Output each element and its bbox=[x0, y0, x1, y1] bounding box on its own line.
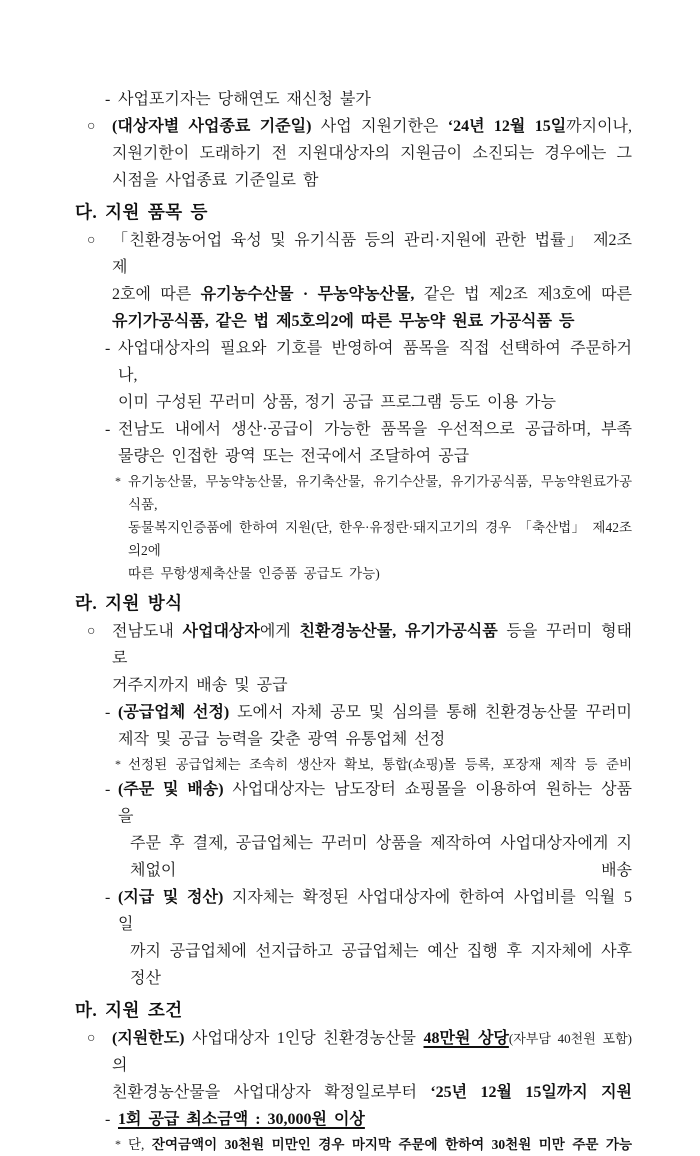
circle-bullet-marker: ○ bbox=[87, 1031, 96, 1046]
text-line bbox=[75, 113, 632, 140]
text-line bbox=[75, 562, 632, 585]
circle-bullet-paragraph bbox=[75, 1025, 632, 1106]
text-segment: 유기가공식품, 같은 법 제5호의2에 따른 무농약 원료 가공식품 등 bbox=[112, 313, 575, 330]
text-line bbox=[75, 227, 632, 281]
text-line bbox=[75, 672, 632, 699]
circle-bullet-marker: ○ bbox=[87, 119, 96, 134]
note-paragraph bbox=[75, 753, 632, 776]
text-segment: 지원기한이 도래하기 전 지원대상자의 지원금이 소진되는 경우에는 그 bbox=[112, 145, 632, 162]
text-segment: 같은 법 제2조 제3호에 따른 bbox=[414, 286, 632, 303]
text-segment: 2호에 따른 bbox=[112, 286, 201, 303]
text-segment: (자부담 40천원 포함) bbox=[508, 1031, 632, 1046]
circle-bullet-paragraph bbox=[75, 618, 632, 699]
text-segment: 선정된 공급업체는 조속히 생산자 확보, 통합(쇼핑)몰 등록, 포장재 제작 등 준비 bbox=[128, 757, 632, 772]
text-line bbox=[75, 197, 632, 227]
dash-bullet-marker: - bbox=[105, 704, 111, 721]
text-segment: ‘25년 12월 15일까지 지원 bbox=[430, 1084, 632, 1101]
text-line bbox=[75, 1079, 632, 1106]
text-segment: 「친환경농어업 육성 및 유기식품 등의 관리·지원에 관한 법률」 제2조 제 bbox=[112, 232, 632, 276]
text-line bbox=[75, 776, 632, 830]
text-segment: 물량은 인접한 광역 또는 전국에서 조달하여 공급 bbox=[118, 448, 470, 465]
text-line bbox=[75, 167, 632, 194]
star-bullet-marker: * bbox=[115, 1137, 121, 1151]
text-line bbox=[75, 281, 632, 308]
dash-bullet-paragraph bbox=[75, 699, 632, 753]
text-segment: 마. 지원 조건 bbox=[75, 1000, 183, 1020]
text-line bbox=[75, 389, 632, 416]
circle-bullet-marker: ○ bbox=[87, 233, 96, 248]
text-line bbox=[75, 335, 632, 389]
text-line bbox=[75, 443, 632, 470]
text-segment: 48만원 상당 bbox=[423, 1030, 509, 1047]
text-segment: 의 bbox=[112, 1057, 128, 1074]
text-segment: 제작 및 공급 능력을 갖춘 광역 유통업체 선정 bbox=[118, 731, 446, 748]
circle-bullet-marker: ○ bbox=[87, 624, 96, 639]
dash-bullet-paragraph bbox=[75, 1106, 632, 1133]
text-line bbox=[75, 140, 632, 167]
section-heading bbox=[75, 588, 632, 618]
text-segment: 사업포기자는 당해연도 재신청 불가 bbox=[118, 91, 371, 108]
text-segment: (대상자별 사업종료 기준일) bbox=[112, 118, 312, 135]
text-segment: 지자체는 확정된 사업대상자에 한하여 사업비를 익월 5일 bbox=[118, 889, 632, 933]
text-segment: 주문 후 결제, 공급업체는 꾸러미 상품을 제작하여 사업대상자에게 지체없이 배송 bbox=[130, 835, 632, 879]
text-segment: 도에서 자체 공모 및 심의를 통해 친환경농산물 꾸러미 bbox=[229, 704, 632, 721]
text-segment: 다. 지원 품목 등 bbox=[75, 202, 208, 222]
text-segment: 사업대상자는 남도장터 쇼핑몰을 이용하여 원하는 상품을 bbox=[118, 781, 632, 825]
text-segment: 따른 무항생제축산물 인증품 공급도 가능) bbox=[128, 566, 380, 581]
text-segment: 까지이나, bbox=[566, 118, 632, 135]
text-segment: 친환경농산물을 사업대상자 확정일로부터 bbox=[112, 1084, 431, 1101]
dash-bullet-paragraph bbox=[75, 884, 632, 992]
dash-bullet-marker: - bbox=[105, 889, 111, 906]
text-line bbox=[75, 995, 632, 1025]
dash-bullet-marker: - bbox=[105, 91, 111, 108]
text-segment: 1회 공급 최소금액 : 30,000원 이상 bbox=[118, 1111, 365, 1128]
text-line bbox=[75, 308, 632, 335]
text-segment: (지원한도) bbox=[112, 1030, 185, 1047]
text-line bbox=[75, 1133, 632, 1156]
document-body bbox=[75, 86, 632, 1156]
text-segment: 사업대상자 bbox=[182, 623, 260, 640]
text-line bbox=[75, 588, 632, 618]
text-line bbox=[75, 416, 632, 443]
text-line bbox=[75, 1106, 632, 1133]
text-segment: 동물복지인증품에 한하여 지원(단, 한우·유정란·돼지고기의 경우 「축산법」 제42조의2에 bbox=[128, 520, 632, 558]
text-segment: 전남도내 bbox=[112, 623, 183, 640]
text-segment: 사업대상자 1인당 친환경농산물 bbox=[184, 1030, 424, 1047]
text-segment: 유기농산물, 무농약농산물, 유기축산물, 유기수산물, 유기가공식품, 무농약원료가공식품, bbox=[128, 474, 632, 512]
note-paragraph bbox=[75, 470, 632, 585]
dash-bullet-marker: - bbox=[105, 421, 111, 438]
text-line bbox=[75, 699, 632, 726]
text-line bbox=[75, 86, 632, 113]
star-bullet-marker: * bbox=[115, 474, 121, 488]
section-heading bbox=[75, 995, 632, 1025]
circle-bullet-paragraph bbox=[75, 227, 632, 335]
text-line bbox=[75, 470, 632, 516]
text-line bbox=[75, 1025, 632, 1079]
dash-bullet-paragraph bbox=[75, 416, 632, 470]
text-segment: 이미 구성된 꾸러미 상품, 정기 공급 프로그램 등도 이용 가능 bbox=[118, 394, 556, 411]
text-segment: 사업대상자의 필요와 기호를 반영하여 품목을 직접 선택하여 주문하거나, bbox=[118, 340, 632, 384]
text-segment: (주문 및 배송) bbox=[118, 781, 224, 798]
dash-bullet-marker: - bbox=[105, 781, 111, 798]
text-line bbox=[75, 938, 632, 992]
section-heading bbox=[75, 197, 632, 227]
text-segment: 유기농수산물 · 무농약농산물, bbox=[200, 286, 415, 303]
text-segment: 전남도 내에서 생산·공급이 가능한 품목을 우선적으로 공급하며, 부족 bbox=[118, 421, 632, 438]
text-segment: 시점을 사업종료 기준일로 함 bbox=[112, 172, 319, 189]
text-segment: ‘24년 12월 15일 bbox=[447, 118, 567, 135]
dash-bullet-paragraph bbox=[75, 335, 632, 416]
dash-bullet-marker: - bbox=[105, 1111, 111, 1128]
text-line bbox=[75, 726, 632, 753]
dash-bullet-paragraph bbox=[75, 86, 632, 113]
text-segment: 사업 지원기한은 bbox=[311, 118, 448, 135]
text-segment: 등을 꾸러미 형태로 bbox=[112, 623, 632, 667]
text-segment: 거주지까지 배송 및 공급 bbox=[112, 677, 288, 694]
text-segment: (공급업체 선정) bbox=[118, 704, 230, 721]
dash-bullet-marker: - bbox=[105, 340, 111, 357]
text-segment: 친환경농산물, 유기가공식품 bbox=[299, 623, 498, 640]
text-segment: 라. 지원 방식 bbox=[75, 593, 183, 613]
text-segment: (지급 및 정산) bbox=[118, 889, 224, 906]
circle-bullet-paragraph bbox=[75, 113, 632, 194]
text-segment: 잔여금액이 30천원 미만인 경우 마지막 주문에 한하여 30천원 미만 주문 가능 bbox=[151, 1137, 632, 1152]
text-segment: 까지 공급업체에 선지급하고 공급업체는 예산 집행 후 지자체에 사후 정산 bbox=[130, 943, 632, 987]
note-paragraph bbox=[75, 1133, 632, 1156]
star-bullet-marker: * bbox=[115, 757, 121, 771]
dash-bullet-paragraph bbox=[75, 776, 632, 884]
text-line bbox=[75, 884, 632, 938]
text-line bbox=[75, 830, 632, 884]
text-line bbox=[75, 753, 632, 776]
text-line bbox=[75, 618, 632, 672]
text-line bbox=[75, 516, 632, 562]
text-segment: 단, bbox=[128, 1137, 152, 1152]
text-segment: 에게 bbox=[259, 623, 300, 640]
